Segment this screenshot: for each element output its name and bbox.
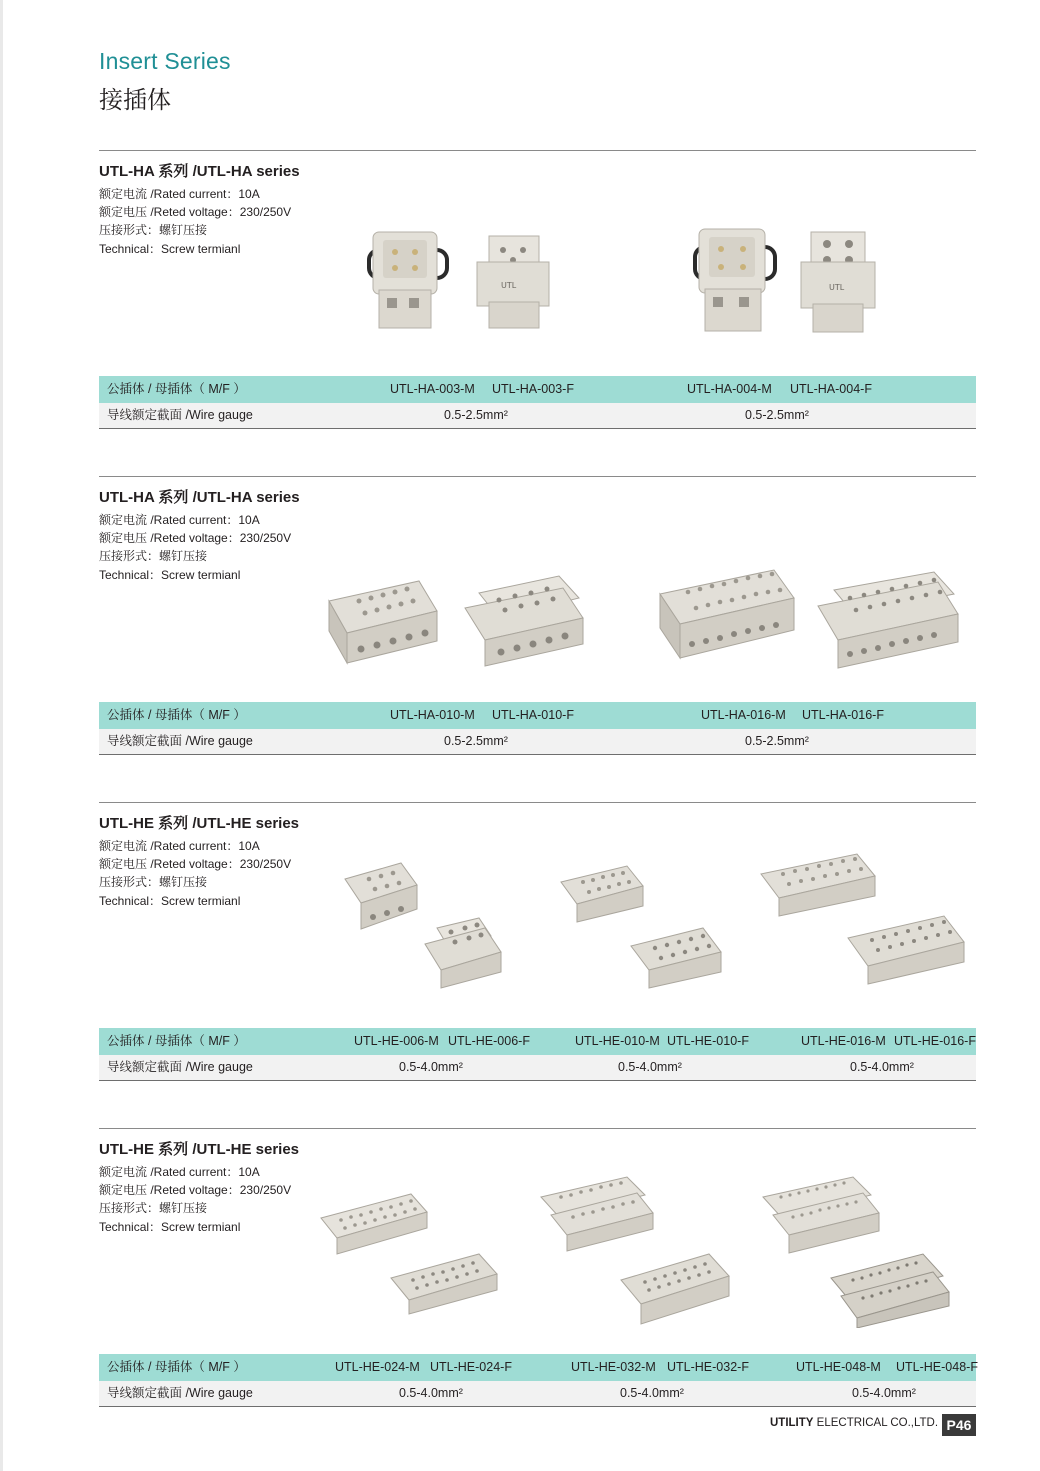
model-ha-004-f: UTL-HA-004-F (790, 382, 872, 396)
spec-technical: Technical：Screw termianl (99, 242, 241, 256)
company-name-rest: ELECTRICAL CO.,LTD. (813, 1417, 939, 1429)
table-header-row (99, 1028, 976, 1055)
section-divider (99, 802, 976, 803)
model-ha-004-m: UTL-HA-004-M (687, 382, 772, 396)
row-label-mf: 公插体 / 母插体（ M/F ） (107, 382, 246, 396)
product-image-ha-010-m (319, 571, 444, 666)
section-utl-he-small (99, 802, 976, 1082)
spec-technical: Technical：Screw termianl (99, 1220, 241, 1234)
product-image-he-032-m (537, 1173, 657, 1253)
model-he-048-f: UTL-HE-048-F (896, 1360, 978, 1374)
model-he-032-m: UTL-HE-032-M (571, 1360, 656, 1374)
spec-technical: Technical：Screw termianl (99, 568, 241, 582)
table-gauge-row (99, 1381, 976, 1407)
table-gauge-row (99, 1055, 976, 1081)
section-title: UTL-HA 系列 /UTL-HA series (99, 163, 300, 180)
spec-rated-voltage: 额定电压 /Reted voltage：230/250V (99, 857, 292, 871)
product-image-he-006-f (421, 914, 506, 989)
page-number: P46 (942, 1414, 976, 1436)
page-title: Insert Series (99, 48, 231, 74)
product-image-he-006-m (339, 857, 424, 932)
spec-rated-voltage: 额定电压 /Reted voltage：230/250V (99, 1183, 292, 1197)
section-divider (99, 476, 976, 477)
company-name-bold: UTILITY (770, 1417, 814, 1429)
page-subtitle: 接插体 (99, 87, 171, 114)
model-he-010-f: UTL-HE-010-F (667, 1034, 749, 1048)
model-he-016-m: UTL-HE-016-M (801, 1034, 886, 1048)
spec-technical: Technical：Screw termianl (99, 894, 241, 908)
gauge-value: 0.5-4.0mm² (618, 1060, 682, 1074)
spec-rated-current: 额定电流 /Rated current：10A (99, 839, 260, 853)
section-title: UTL-HA 系列 /UTL-HA series (99, 489, 300, 506)
spec-rated-current: 额定电流 /Rated current：10A (99, 513, 260, 527)
product-image-ha-016-f (814, 568, 964, 672)
product-image-ha-004-m (689, 225, 784, 335)
product-image-ha-016-m (654, 564, 804, 672)
section-title: UTL-HE 系列 /UTL-HE series (99, 815, 300, 832)
row-label-mf: 公插体 / 母插体（ M/F ） (107, 708, 246, 722)
table-header-row (99, 1354, 976, 1381)
model-he-032-f: UTL-HE-032-F (667, 1360, 749, 1374)
product-image-ha-003-m (361, 228, 456, 333)
gauge-value: 0.5-4.0mm² (399, 1386, 463, 1400)
spec-crimp-type: 压接形式：螺钉压接 (99, 875, 208, 889)
section-divider (99, 150, 976, 151)
product-image-ha-010-f (459, 568, 589, 668)
model-he-010-m: UTL-HE-010-M (575, 1034, 660, 1048)
model-ha-016-f: UTL-HA-016-F (802, 708, 884, 722)
section-title: UTL-HE 系列 /UTL-HE series (99, 1141, 300, 1158)
table-gauge-row (99, 729, 976, 755)
row-label-mf: 公插体 / 母插体（ M/F ） (107, 1360, 246, 1374)
model-he-006-f: UTL-HE-006-F (448, 1034, 530, 1048)
svg-text:UTL: UTL (501, 281, 517, 290)
gauge-value: 0.5-2.5mm² (745, 734, 809, 748)
gauge-value: 0.5-4.0mm² (850, 1060, 914, 1074)
spec-rated-voltage: 额定电压 /Reted voltage：230/250V (99, 205, 292, 219)
row-label-wire-gauge: 导线额定截面 /Wire gauge (107, 1060, 253, 1074)
product-image-he-016-m (757, 850, 882, 918)
spec-crimp-type: 压接形式：螺钉压接 (99, 549, 208, 563)
gauge-value: 0.5-4.0mm² (852, 1386, 916, 1400)
product-image-he-016-f (844, 910, 969, 985)
row-label-wire-gauge: 导线额定截面 /Wire gauge (107, 734, 253, 748)
model-ha-010-m: UTL-HA-010-M (390, 708, 475, 722)
gauge-value: 0.5-2.5mm² (444, 734, 508, 748)
spec-crimp-type: 压接形式：螺钉压接 (99, 1201, 208, 1215)
spec-rated-voltage: 额定电压 /Reted voltage：230/250V (99, 531, 292, 545)
product-image-ha-003-f (471, 232, 556, 332)
spec-rated-current: 额定电流 /Rated current：10A (99, 1165, 260, 1179)
model-ha-003-m: UTL-HA-003-M (390, 382, 475, 396)
product-image-he-048-f (827, 1246, 952, 1328)
gauge-value: 0.5-4.0mm² (399, 1060, 463, 1074)
company-footer (770, 1417, 938, 1437)
section-utl-ha-small (99, 150, 976, 430)
model-he-024-f: UTL-HE-024-F (430, 1360, 512, 1374)
model-ha-016-m: UTL-HA-016-M (701, 708, 786, 722)
product-image-he-010-m (555, 862, 650, 924)
page-edge (0, 0, 3, 1471)
gauge-value: 0.5-2.5mm² (745, 408, 809, 422)
model-ha-003-f: UTL-HA-003-F (492, 382, 574, 396)
svg-text:UTL: UTL (829, 283, 845, 292)
product-image-he-048-m (759, 1173, 884, 1255)
gauge-value: 0.5-4.0mm² (620, 1386, 684, 1400)
section-utl-he-large (99, 1128, 976, 1408)
product-image-he-024-f (387, 1246, 502, 1316)
row-label-wire-gauge: 导线额定截面 /Wire gauge (107, 408, 253, 422)
product-image-he-010-f (627, 922, 727, 990)
model-he-024-m: UTL-HE-024-M (335, 1360, 420, 1374)
section-utl-ha-large (99, 476, 976, 756)
row-label-wire-gauge: 导线额定截面 /Wire gauge (107, 1386, 253, 1400)
model-ha-010-f: UTL-HA-010-F (492, 708, 574, 722)
table-gauge-row (99, 403, 976, 429)
table-header-row (99, 376, 976, 403)
model-he-048-m: UTL-HE-048-M (796, 1360, 881, 1374)
table-header-row (99, 702, 976, 729)
model-he-016-f: UTL-HE-016-F (894, 1034, 976, 1048)
spec-rated-current: 额定电流 /Rated current：10A (99, 187, 260, 201)
row-label-mf: 公插体 / 母插体（ M/F ） (107, 1034, 246, 1048)
section-divider (99, 1128, 976, 1129)
model-he-006-m: UTL-HE-006-M (354, 1034, 439, 1048)
spec-crimp-type: 压接形式：螺钉压接 (99, 223, 208, 237)
product-image-he-032-f (617, 1246, 735, 1326)
gauge-value: 0.5-2.5mm² (444, 408, 508, 422)
product-image-ha-004-f (799, 228, 879, 336)
